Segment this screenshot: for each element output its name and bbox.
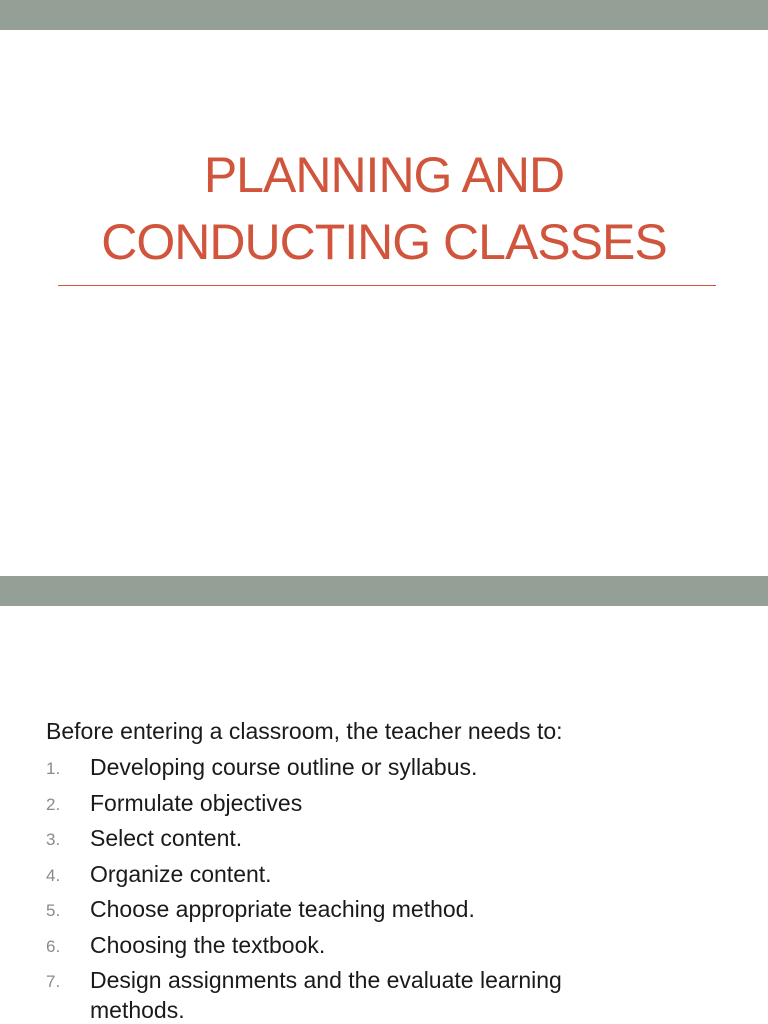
title-line-2: CONDUCTING CLASSES: [101, 214, 667, 270]
list-number: 7.: [46, 972, 61, 991]
list-number: 6.: [46, 936, 61, 956]
intro-text: Before entering a classroom, the teacher needs to:: [46, 718, 563, 744]
list-text: Formulate objectives: [90, 789, 303, 816]
top-band: [0, 0, 768, 30]
section-divider-band: [0, 576, 768, 606]
list-text: Organize content.: [90, 860, 272, 887]
list-item: [46, 965, 746, 1024]
list-item: [46, 823, 746, 853]
list-number: 1.: [46, 759, 61, 778]
list-item: [46, 788, 746, 818]
list-item: [46, 752, 746, 782]
list-item: [46, 859, 746, 889]
list-item: [46, 894, 746, 924]
title-line-1: PLANNING AND: [203, 147, 565, 203]
list-number: 4.: [46, 865, 61, 885]
list-text: Developing course outline or syllabus.: [90, 754, 478, 780]
list-item: [46, 930, 746, 960]
title-underline: [58, 285, 716, 286]
slide-title: [0, 142, 768, 276]
list-text: Choosing the textbook.: [90, 931, 326, 958]
list-number: 3.: [46, 830, 61, 849]
list-text: Choose appropriate teaching method.: [90, 896, 475, 922]
list-text: Design assignments and the evaluate learning methods.: [90, 967, 562, 1023]
list-number: 5.: [46, 901, 61, 920]
list-text: Select content.: [90, 825, 243, 851]
list-number: 2.: [46, 794, 61, 814]
steps-list: [46, 752, 746, 1024]
